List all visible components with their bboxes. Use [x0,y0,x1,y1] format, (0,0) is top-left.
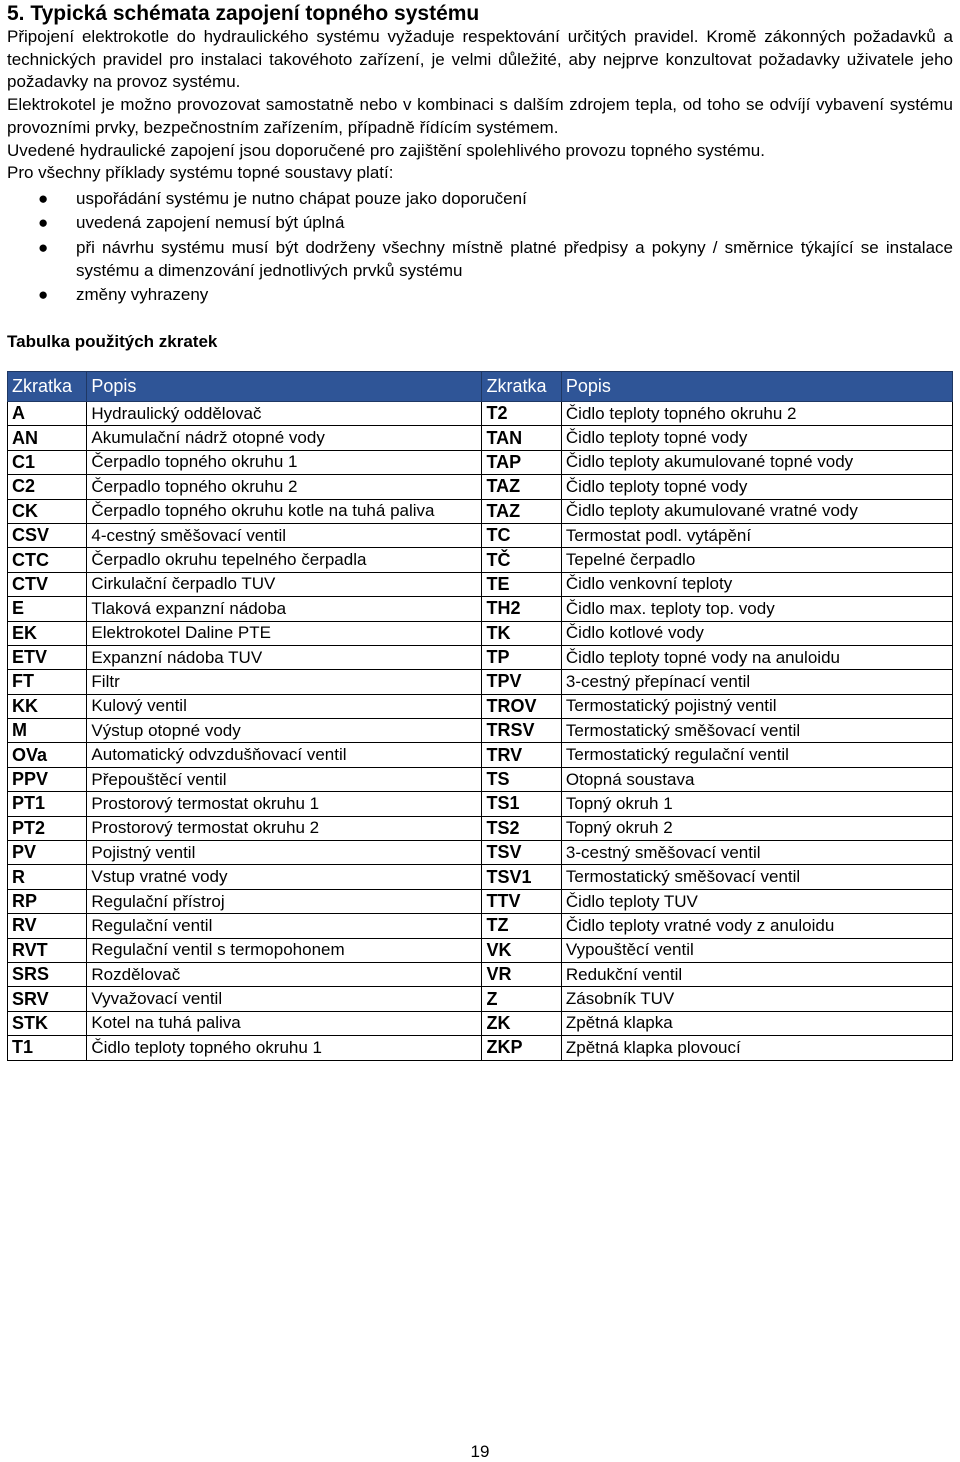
description-cell: Elektrokotel Daline PTE [87,621,482,645]
description-cell: Zpětná klapka [561,1011,952,1035]
table-header-row [8,372,953,402]
table-row [8,645,953,669]
page-content [7,0,953,354]
abbreviation-cell: VR [482,962,561,986]
abbreviation-cell: OVa [8,743,87,767]
table-row [8,572,953,596]
abbreviation-cell: RVT [8,938,87,962]
abbreviation-cell: TROV [482,694,561,718]
column-header: Zkratka [482,372,561,402]
abbreviation-cell: TS1 [482,792,561,816]
abbreviation-cell: TSV [482,841,561,865]
description-cell: Vstup vratné vody [87,865,482,889]
table-row [8,767,953,791]
bullet-item: ● při návrhu systému musí být dodrženy všechny místně platné předpisy a pokyny / směrnice týkající se instalace systému a dimenzování jednotlivých prvků systému [38,237,953,280]
abbreviation-cell: ZKP [482,1036,561,1060]
bullet-icon: ● [38,188,49,208]
column-header: Popis [87,372,482,402]
table-row [8,987,953,1011]
description-cell: Čidlo teploty akumulované topné vody [561,450,952,474]
table-row [8,450,953,474]
description-cell: Hydraulický oddělovač [87,402,482,426]
description-cell: Rozdělovač [87,962,482,986]
description-cell: Vypouštěcí ventil [561,938,952,962]
intro-text [7,26,953,185]
description-cell: Termostat podl. vytápění [561,523,952,547]
section-heading: 5. Typická schémata zapojení topného systému [7,2,480,25]
abbreviation-cell: TAN [482,426,561,450]
table-row [8,1011,953,1035]
table-row [8,743,953,767]
abbreviation-cell: T2 [482,402,561,426]
abbreviation-cell: E [8,597,87,621]
bullet-list [7,187,953,307]
paragraph: Elektrokotel je možno provozovat samostatně nebo v kombinaci s dalším zdrojem tepla, od toho se odvíjí vybavení systému provozními prvky, bezpečnostním zařízením, případně řídícím systémem. [7,95,953,137]
table-row [8,475,953,499]
paragraph: Pro všechny příklady systému topné soustavy platí: [7,163,394,183]
description-cell: Čidlo teploty vratné vody z anuloidu [561,914,952,938]
abbreviation-cell: STK [8,1011,87,1035]
abbreviation-cell: FT [8,670,87,694]
abbreviation-cell: TČ [482,548,561,572]
description-cell: Regulační ventil [87,914,482,938]
description-cell: Čidlo teploty topné vody na anuloidu [561,645,952,669]
table-row [8,694,953,718]
table-row [8,962,953,986]
description-cell: Tepelné čerpadlo [561,548,952,572]
description-cell: Termostatický pojistný ventil [561,694,952,718]
abbreviation-cell: RP [8,889,87,913]
abbreviation-cell: PT2 [8,816,87,840]
abbreviation-cell: T1 [8,1036,87,1060]
table-row [8,1036,953,1060]
description-cell: Prostorový termostat okruhu 1 [87,792,482,816]
description-cell: Topný okruh 1 [561,792,952,816]
abbreviation-cell: TP [482,645,561,669]
abbreviation-cell: TH2 [482,597,561,621]
description-cell: Čidlo venkovní teploty [561,572,952,596]
description-cell: Čerpadlo okruhu tepelného čerpadla [87,548,482,572]
description-cell: Zásobník TUV [561,987,952,1011]
description-cell: Expanzní nádoba TUV [87,645,482,669]
bullet-item: ● uvedená zapojení nemusí být úplná [38,213,345,233]
abbreviation-cell: TSV1 [482,865,561,889]
description-cell: Regulační přístroj [87,889,482,913]
abbreviation-cell: TK [482,621,561,645]
table-row [8,792,953,816]
abbreviation-cell: TC [482,523,561,547]
description-cell: Cirkulační čerpadlo TUV [87,572,482,596]
description-cell: Termostatický směšovací ventil [561,865,952,889]
description-cell: Čerpadlo topného okruhu 2 [87,475,482,499]
abbreviation-cell: CK [8,499,87,523]
abbreviation-cell: SRV [8,987,87,1011]
bullet-icon: ● [38,237,49,257]
bullet-item: ● uspořádání systému je nutno chápat pouze jako doporučení [38,188,527,208]
description-cell: 3-cestný přepínací ventil [561,670,952,694]
description-cell: Filtr [87,670,482,694]
description-cell: Čidlo teploty akumulované vratné vody [561,499,952,523]
abbreviation-cell: M [8,719,87,743]
description-cell: Topný okruh 2 [561,816,952,840]
abbreviation-cell: C1 [8,450,87,474]
abbreviation-cell: TS2 [482,816,561,840]
abbreviation-cell: RV [8,914,87,938]
abbreviation-cell: VK [482,938,561,962]
paragraph: Uvedené hydraulické zapojení jsou doporučené pro zajištění spolehlivého provozu topného systému. [7,140,765,160]
table-row [8,938,953,962]
description-cell: Tlaková expanzní nádoba [87,597,482,621]
table-row [8,499,953,523]
abbreviation-cell: EK [8,621,87,645]
abbreviation-cell: PV [8,841,87,865]
abbreviation-cell: ZK [482,1011,561,1035]
abbreviation-cell: R [8,865,87,889]
abbreviation-cell: TAZ [482,475,561,499]
description-cell: Zpětná klapka plovoucí [561,1036,952,1060]
column-header: Popis [561,372,952,402]
abbreviation-cell: TRSV [482,719,561,743]
abbreviation-cell: PPV [8,767,87,791]
description-cell: Kotel na tuhá paliva [87,1011,482,1035]
abbreviation-cell: TZ [482,914,561,938]
table-title: Tabulka použitých zkratek [7,332,218,352]
description-cell: Čerpadlo topného okruhu kotle na tuhá paliva [87,499,482,523]
abbreviation-cell: PT1 [8,792,87,816]
table-row [8,865,953,889]
description-cell: Pojistný ventil [87,841,482,865]
description-cell: Čerpadlo topného okruhu 1 [87,450,482,474]
abbreviation-cell: SRS [8,962,87,986]
bullet-item: ● změny vyhrazeny [38,285,209,305]
abbreviation-cell: TPV [482,670,561,694]
table-row [8,719,953,743]
description-cell: 4-cestný směšovací ventil [87,523,482,547]
description-cell: Akumulační nádrž otopné vody [87,426,482,450]
description-cell: Termostatický směšovací ventil [561,719,952,743]
abbreviation-cell: TAZ [482,499,561,523]
description-cell: Čidlo teploty topné vody [561,426,952,450]
abbreviation-cell: TTV [482,889,561,913]
table-body [8,402,953,1061]
description-cell: Automatický odvzdušňovací ventil [87,743,482,767]
column-header: Zkratka [8,372,87,402]
page-number: 19 [470,1442,490,1461]
description-cell: Výstup otopné vody [87,719,482,743]
bullet-icon: ● [38,285,49,305]
table-row [8,841,953,865]
table-row [8,816,953,840]
description-cell: Čidlo teploty topného okruhu 2 [561,402,952,426]
table-row [8,914,953,938]
table-row [8,597,953,621]
description-cell: Čidlo teploty topné vody [561,475,952,499]
description-cell: Kulový ventil [87,694,482,718]
description-cell: Vyvažovací ventil [87,987,482,1011]
table-row [8,670,953,694]
abbreviation-cell: AN [8,426,87,450]
abbreviation-cell: CSV [8,523,87,547]
description-cell: Čidlo teploty TUV [561,889,952,913]
table-row [8,889,953,913]
abbreviation-cell: A [8,402,87,426]
description-cell: Prostorový termostat okruhu 2 [87,816,482,840]
abbreviation-cell: C2 [8,475,87,499]
paragraph: Připojení elektrokotle do hydraulického systému vyžaduje respektování určitých pravidel. Kromě zákonných požadavků a technických pravidel pro instalaci takovéhoto zařízení, je velmi důležité, aby nejprve konzultovat požadavky uživatele jeho požadavky na provoz systému. [7,27,953,92]
table-row [8,402,953,426]
description-cell: Redukční ventil [561,962,952,986]
abbreviations-table [7,371,953,1061]
bullet-icon: ● [38,213,49,233]
abbreviation-cell: Z [482,987,561,1011]
abbreviation-cell: TRV [482,743,561,767]
abbreviation-cell: KK [8,694,87,718]
table-row [8,426,953,450]
abbreviation-cell: TS [482,767,561,791]
description-cell: Čidlo max. teploty top. vody [561,597,952,621]
description-cell: Čidlo kotlové vody [561,621,952,645]
abbreviation-cell: TE [482,572,561,596]
description-cell: Otopná soustava [561,767,952,791]
abbreviation-cell: CTV [8,572,87,596]
table-row [8,548,953,572]
abbreviation-cell: CTC [8,548,87,572]
table-row [8,621,953,645]
description-cell: Čidlo teploty topného okruhu 1 [87,1036,482,1060]
table-row [8,523,953,547]
description-cell: Přepouštěcí ventil [87,767,482,791]
description-cell: Regulační ventil s termopohonem [87,938,482,962]
description-cell: Termostatický regulační ventil [561,743,952,767]
abbreviation-cell: ETV [8,645,87,669]
abbreviation-cell: TAP [482,450,561,474]
description-cell: 3-cestný směšovací ventil [561,841,952,865]
